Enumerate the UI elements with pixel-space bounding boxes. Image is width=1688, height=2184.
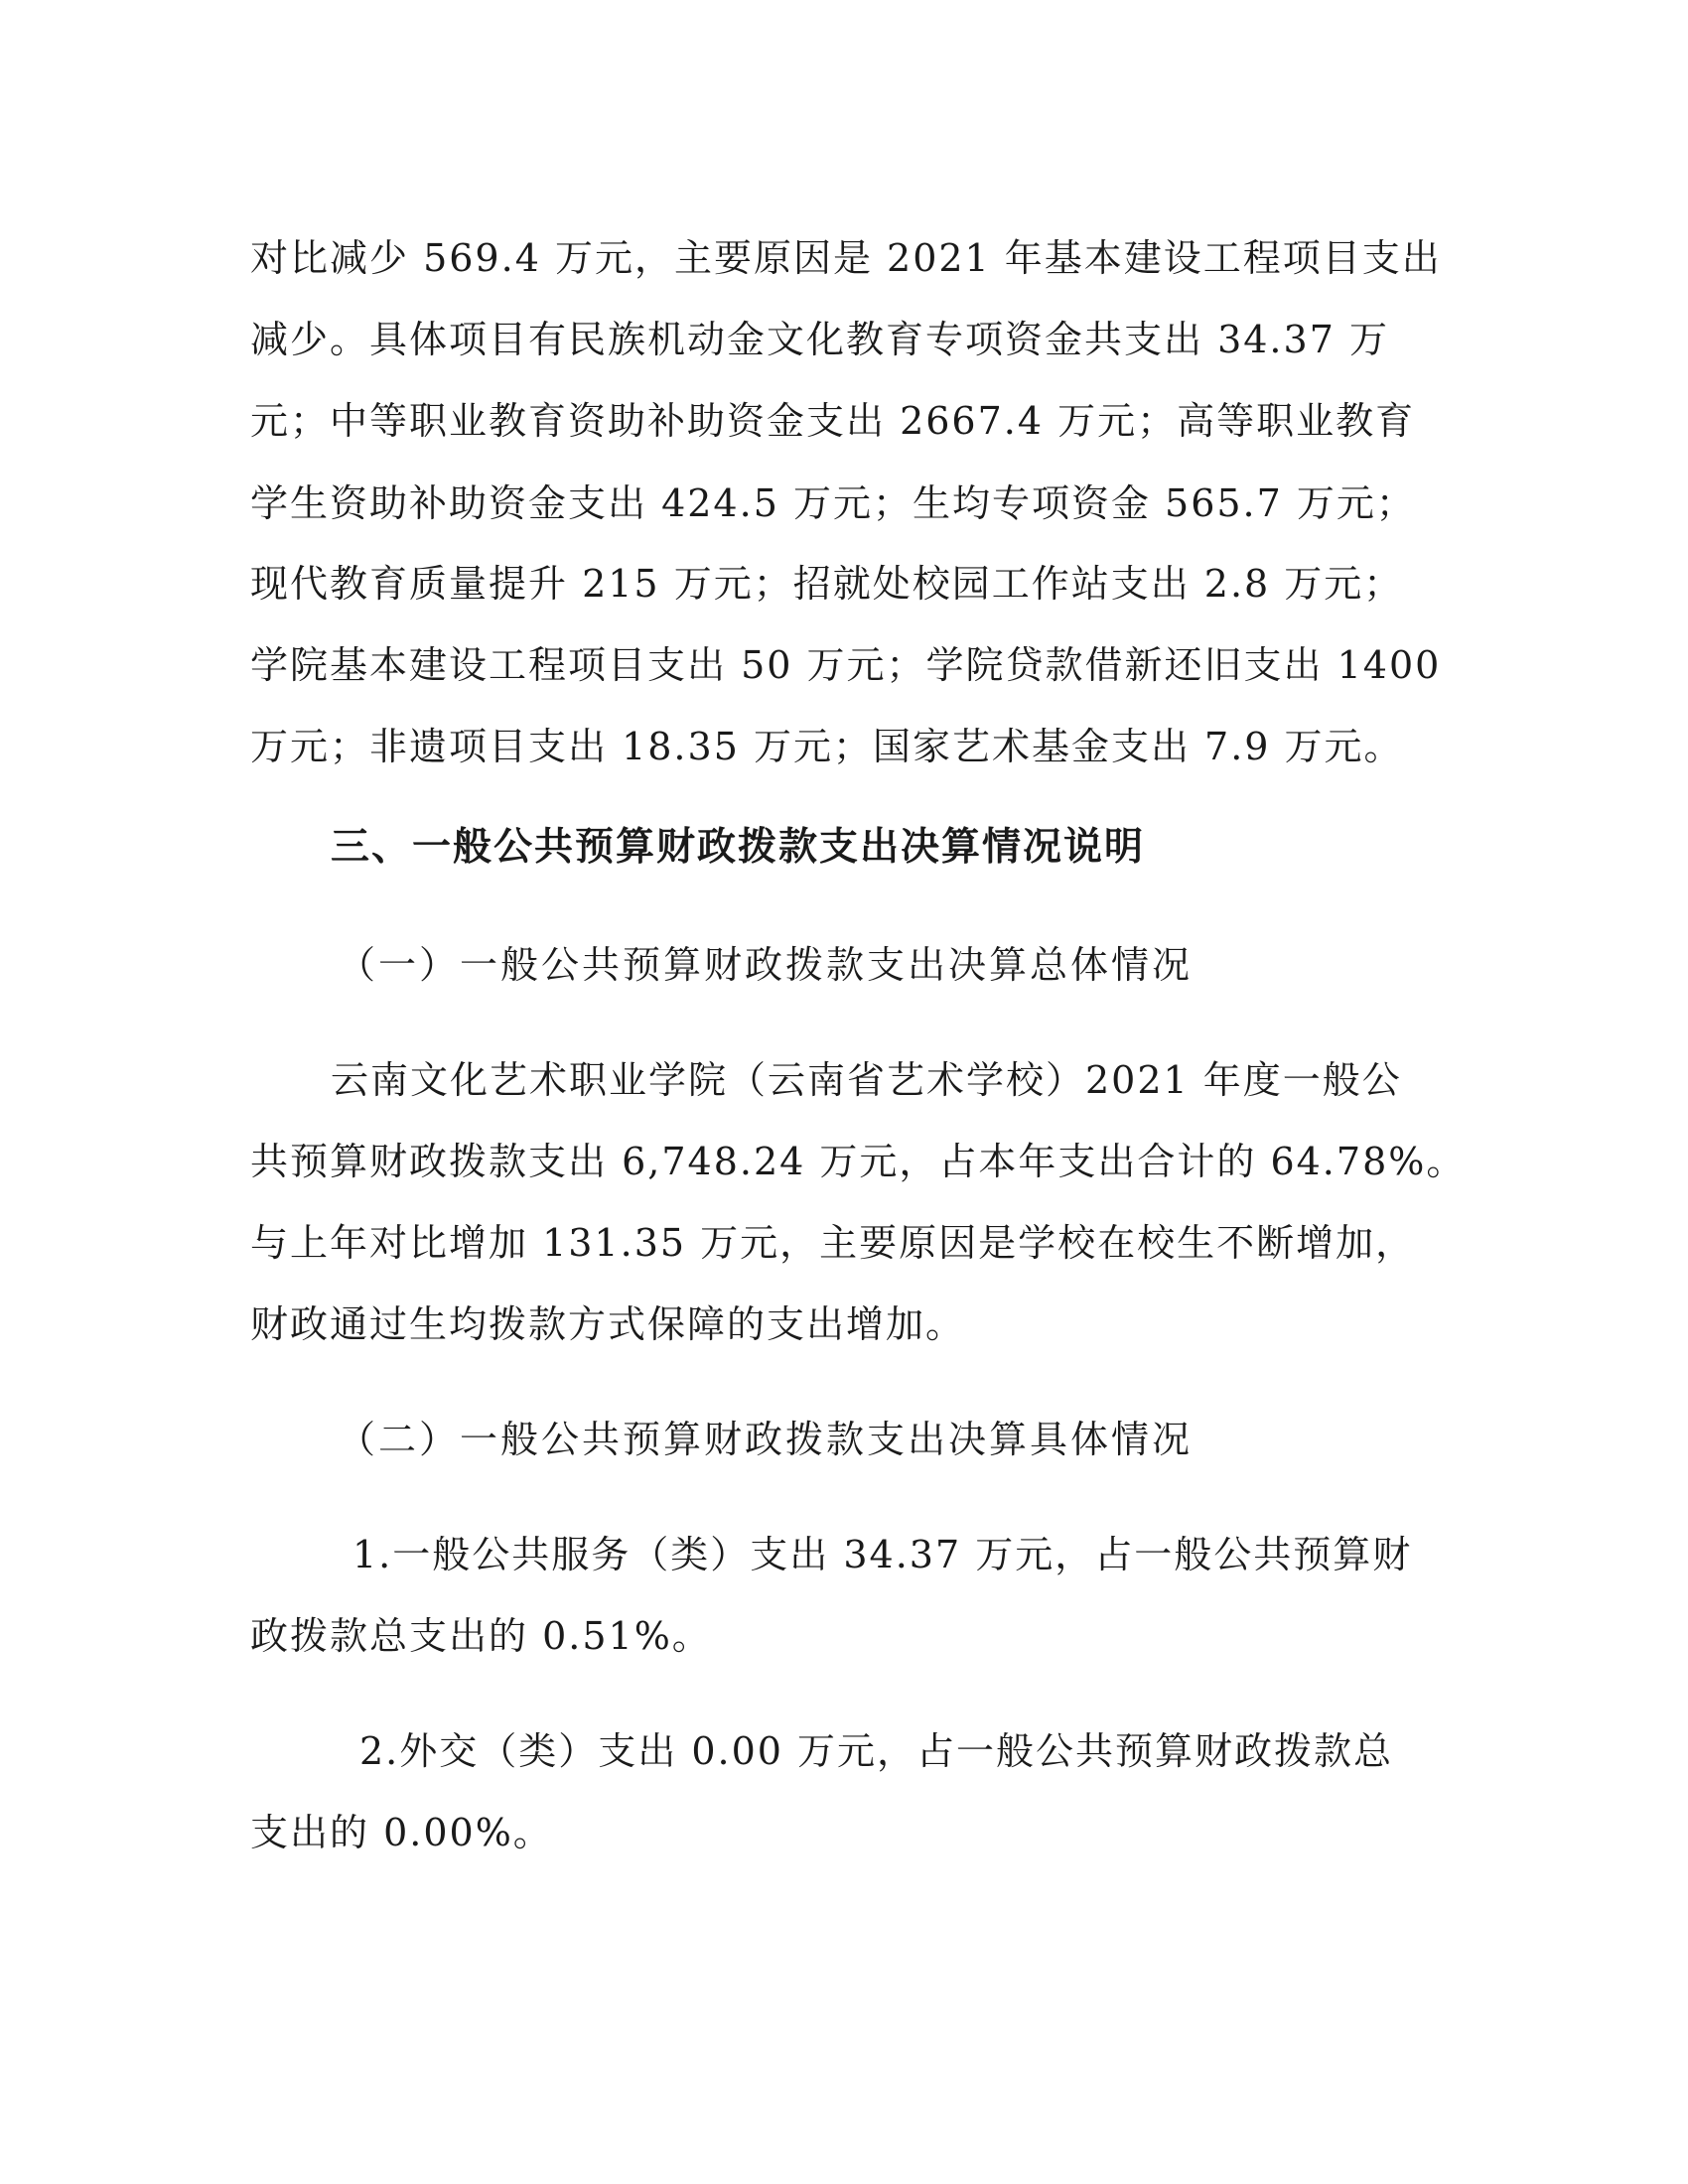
section-heading: 三、一般公共预算财政拨款支出决算情况说明 bbox=[331, 825, 1146, 870]
paragraph-line: 政拨款总支出的 0.51%。 bbox=[250, 1614, 712, 1658]
paragraph-line: 2.外交（类）支出 0.00 万元，占一般公共预算财政拨款总 bbox=[359, 1729, 1394, 1773]
subsection-heading: （二）一般公共预算财政拨款支出决算具体情况 bbox=[338, 1418, 1194, 1461]
paragraph-line: 对比减少 569.4 万元，主要原因是 2021 年基本建设工程项目支出 bbox=[250, 236, 1442, 280]
paragraph-line: 与上年对比增加 131.35 万元，主要原因是学校在校生不断增加， bbox=[250, 1221, 1416, 1265]
subsection-heading: （一）一般公共预算财政拨款支出决算总体情况 bbox=[338, 943, 1194, 987]
paragraph-line: 现代教育质量提升 215 万元；招就处校园工作站支出 2.8 万元； bbox=[250, 562, 1404, 606]
paragraph-line: 减少。具体项目有民族机动金文化教育专项资金共支出 34.37 万 bbox=[250, 318, 1389, 361]
paragraph-line: 共预算财政拨款支出 6,748.24 万元，占本年支出合计的 64.78%。 bbox=[250, 1140, 1467, 1183]
paragraph-line: 1.一般公共服务（类）支出 34.37 万元，占一般公共预算财 bbox=[352, 1533, 1413, 1576]
paragraph-line: 学生资助补助资金支出 424.5 万元；生均专项资金 565.7 万元； bbox=[250, 481, 1416, 525]
paragraph-line: 元；中等职业教育资助补助资金支出 2667.4 万元；高等职业教育 bbox=[250, 399, 1416, 443]
paragraph-line: 支出的 0.00%。 bbox=[250, 1811, 553, 1854]
paragraph-line: 云南文化艺术职业学院（云南省艺术学校）2021 年度一般公 bbox=[331, 1058, 1402, 1102]
paragraph-line: 学院基本建设工程项目支出 50 万元；学院贷款借新还旧支出 1400 bbox=[250, 643, 1442, 687]
paragraph-line: 财政通过生均拨款方式保障的支出增加。 bbox=[250, 1302, 966, 1346]
paragraph-line: 万元；非遗项目支出 18.35 万元；国家艺术基金支出 7.9 万元。 bbox=[250, 725, 1404, 768]
